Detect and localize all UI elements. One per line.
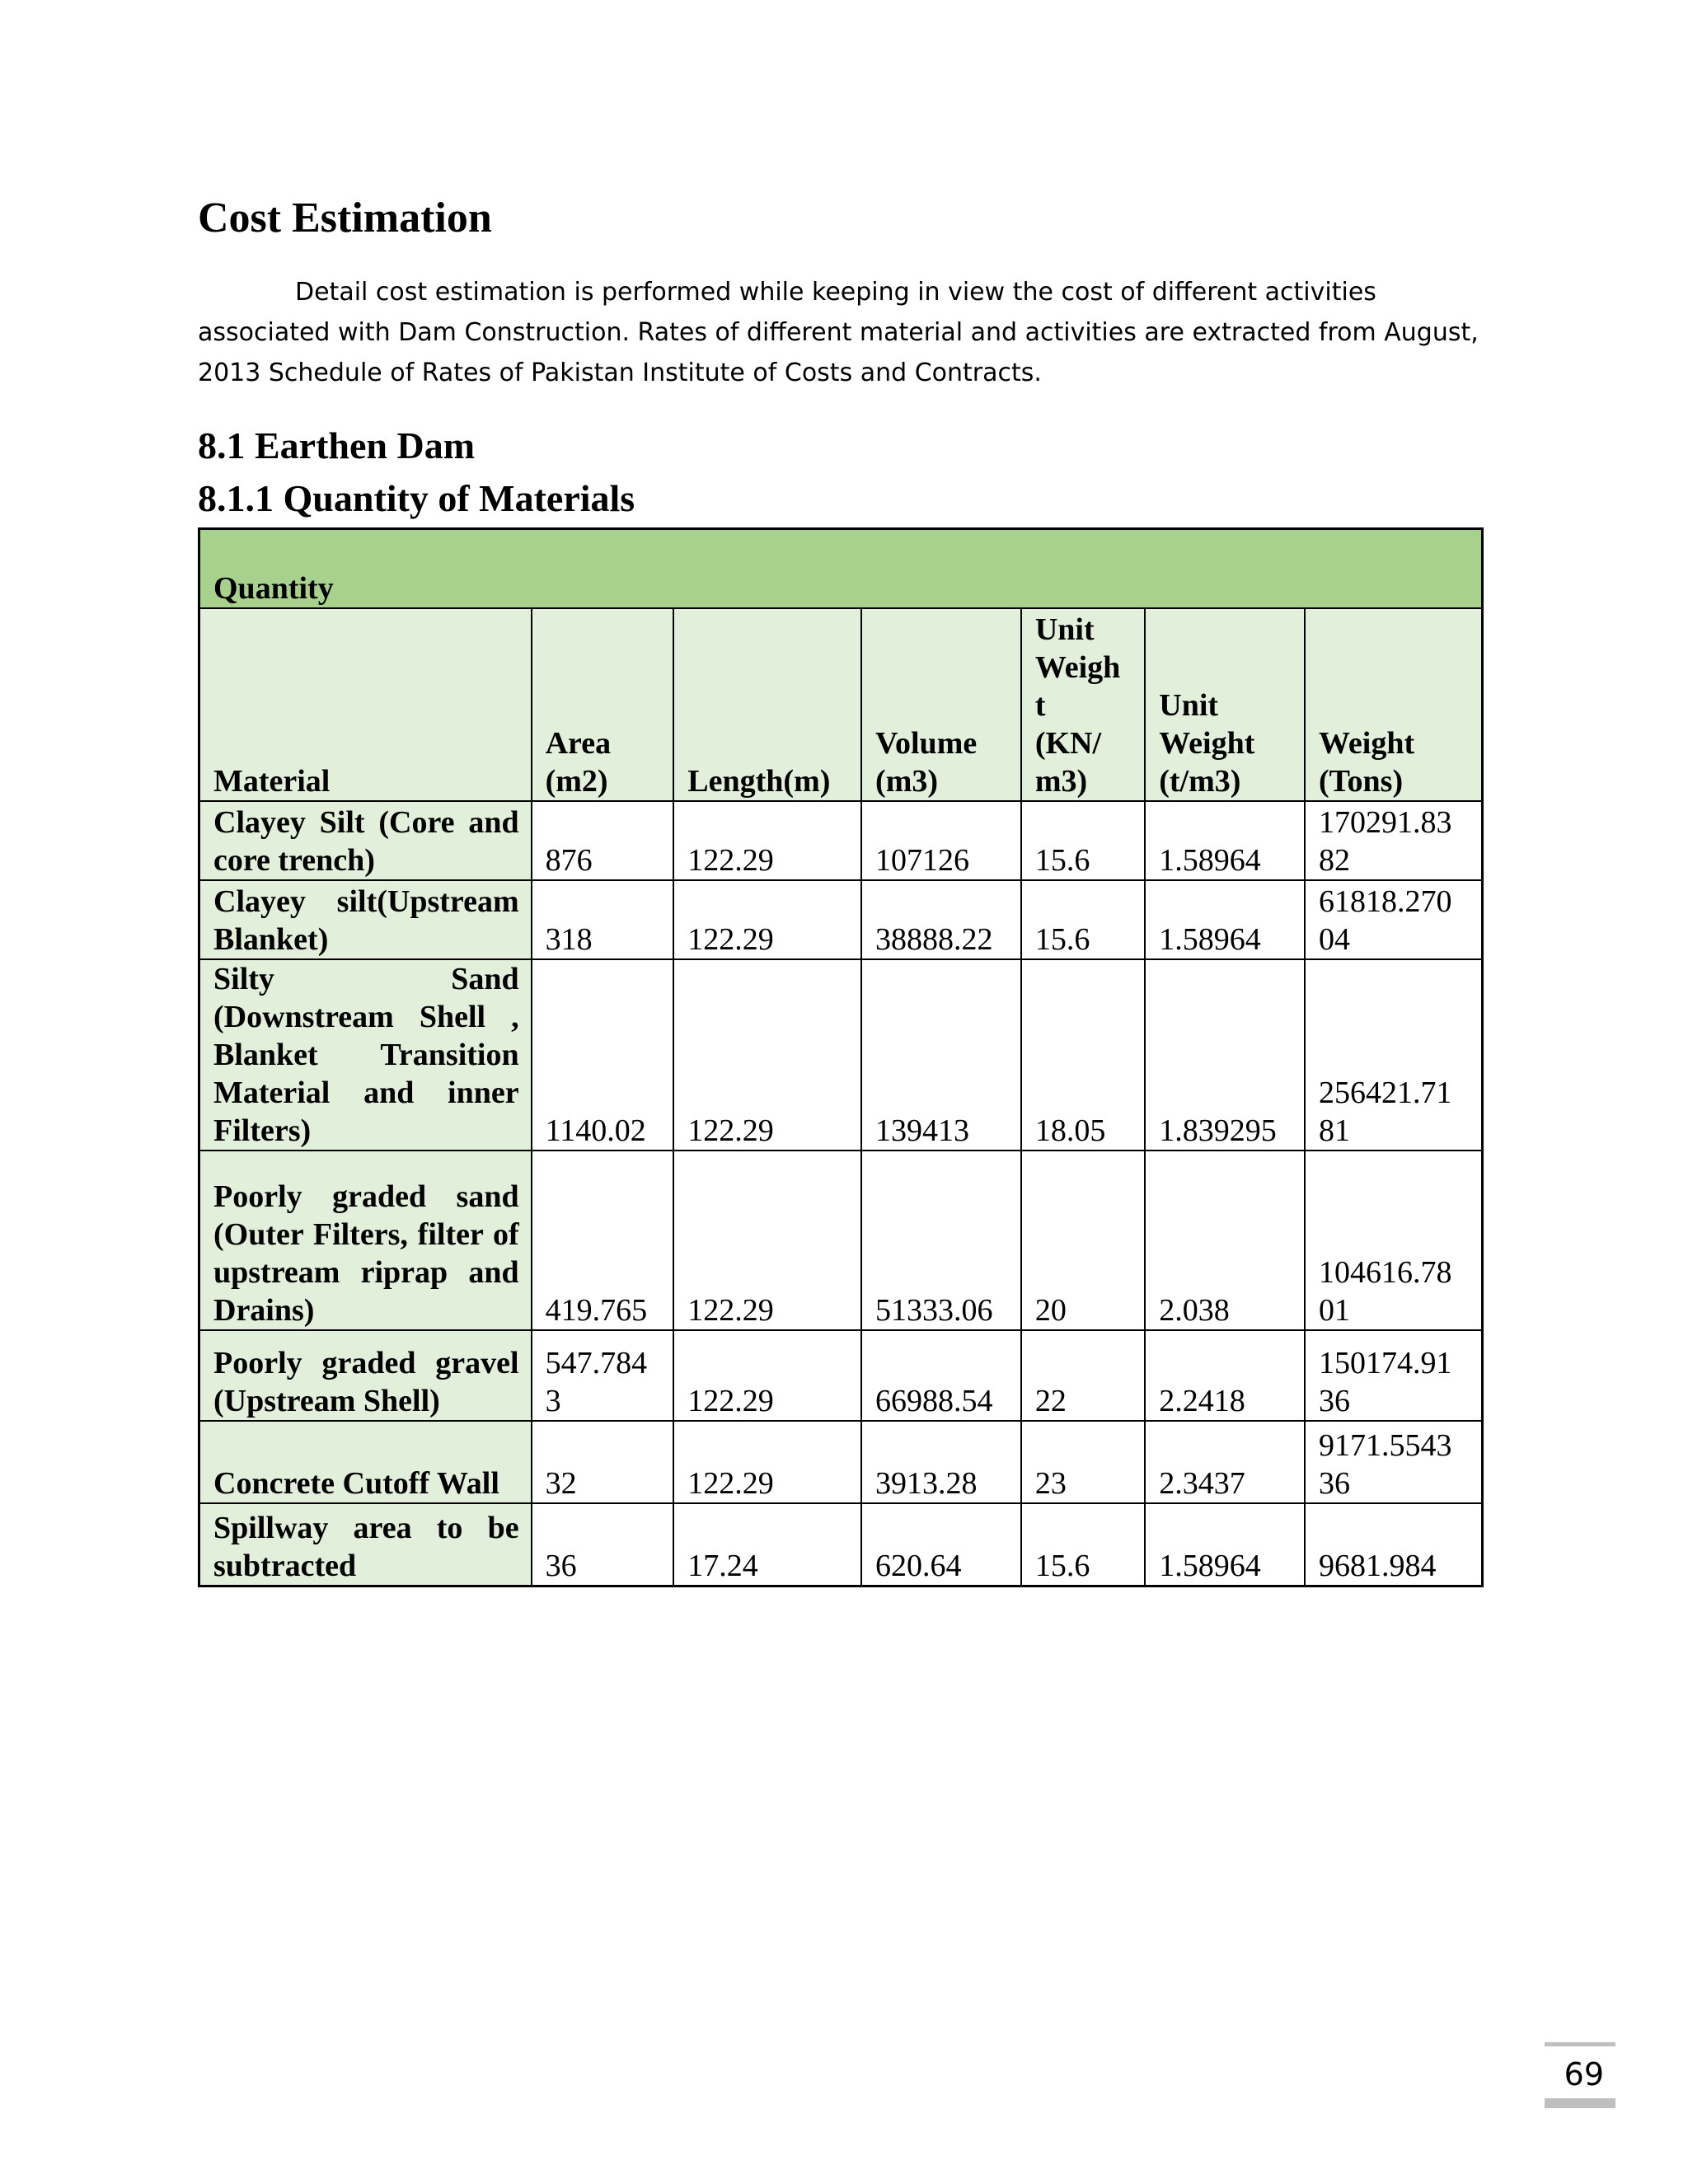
area-cell: 876 bbox=[532, 801, 674, 880]
volume-cell: 3913.28 bbox=[861, 1421, 1021, 1503]
section-heading: 8.1 Earthen Dam bbox=[198, 424, 476, 466]
page-number-box bbox=[1545, 2042, 1615, 2108]
table-row bbox=[199, 801, 1483, 880]
table-row bbox=[199, 1151, 1483, 1330]
weight-cell-line2: 82 bbox=[1319, 843, 1351, 878]
column-header-length bbox=[673, 608, 861, 801]
volume-cell: 38888.22 bbox=[861, 880, 1021, 959]
unit-weight-kn-cell: 15.6 bbox=[1021, 801, 1145, 880]
area-cell: 36 bbox=[532, 1503, 674, 1586]
unit-weight-t-cell: 1.58964 bbox=[1145, 801, 1305, 880]
area-cell-line1: 547.784 bbox=[545, 1346, 648, 1380]
subsection-heading: 8.1.1 Quantity of Materials bbox=[198, 477, 635, 519]
area-cell: 32 bbox=[532, 1421, 674, 1503]
length-cell: 122.29 bbox=[673, 1151, 861, 1330]
column-header-unit-weight-t-line2: Weight bbox=[1159, 726, 1255, 761]
column-header-volume-line1: Volume bbox=[875, 726, 978, 761]
unit-weight-t-cell: 2.038 bbox=[1145, 1151, 1305, 1330]
length-cell: 122.29 bbox=[673, 959, 861, 1151]
column-header-area-line1: Area bbox=[545, 726, 612, 761]
volume-cell: 620.64 bbox=[861, 1503, 1021, 1586]
material-cell: Spillway area to be subtracted bbox=[199, 1503, 532, 1586]
weight-cell-line1: 150174.91 bbox=[1319, 1346, 1452, 1380]
column-header-material bbox=[199, 608, 532, 801]
column-header-unit-weight-kn-line1: Unit bbox=[1034, 612, 1095, 647]
unit-weight-kn-cell: 20 bbox=[1021, 1151, 1145, 1330]
column-header-volume-line2: (m3) bbox=[875, 764, 939, 799]
column-header-weight-line2: (Tons) bbox=[1319, 764, 1404, 799]
material-cell: Poorly graded sand (Outer Filters, filter of upstream riprap and Drains) bbox=[199, 1151, 532, 1330]
area-cell: 419.765 bbox=[532, 1151, 674, 1330]
table-row bbox=[199, 1503, 1483, 1586]
weight-cell-line1: 9171.5543 bbox=[1319, 1428, 1452, 1463]
unit-weight-t-cell: 2.2418 bbox=[1145, 1330, 1305, 1421]
column-header-area-line2: (m2) bbox=[545, 764, 608, 799]
column-header-area bbox=[532, 608, 674, 801]
table-row bbox=[199, 959, 1483, 1151]
column-header-unit-weight-kn-line5: m3) bbox=[1034, 764, 1088, 799]
area-cell-line2: 3 bbox=[545, 1384, 561, 1418]
material-cell: Silty Sand (Downstream Shell , Blanket Transition Material and inner Filters) bbox=[199, 959, 532, 1151]
page-number: 69 bbox=[1564, 2056, 1604, 2093]
length-cell: 122.29 bbox=[673, 801, 861, 880]
column-header-material-text: Material bbox=[213, 764, 331, 799]
volume-cell: 66988.54 bbox=[861, 1330, 1021, 1421]
length-cell: 122.29 bbox=[673, 1330, 861, 1421]
area-cell: 1140.02 bbox=[532, 959, 674, 1151]
column-header-unit-weight-kn bbox=[1021, 608, 1145, 801]
weight-cell-line1: 61818.270 bbox=[1319, 884, 1452, 919]
weight-cell bbox=[1305, 880, 1482, 959]
unit-weight-kn-cell: 18.05 bbox=[1021, 959, 1145, 1151]
material-cell: Clayey silt(Upstream Blanket) bbox=[199, 880, 532, 959]
weight-cell bbox=[1305, 1421, 1482, 1503]
intro-line-3: 2013 Schedule of Rates of Pakistan Institute of Costs and Contracts. bbox=[198, 359, 1042, 387]
table-row bbox=[199, 880, 1483, 959]
weight-cell-line2: 36 bbox=[1319, 1466, 1351, 1501]
weight-cell bbox=[1305, 801, 1482, 880]
unit-weight-t-cell: 1.58964 bbox=[1145, 880, 1305, 959]
table-group-header-row bbox=[199, 529, 1483, 609]
table-row bbox=[199, 1421, 1483, 1503]
table-column-header-row bbox=[199, 608, 1483, 801]
weight-cell bbox=[1305, 1151, 1482, 1330]
group-header: Quantity bbox=[199, 529, 1483, 609]
weight-cell-line2: 81 bbox=[1319, 1113, 1351, 1148]
unit-weight-kn-cell: 23 bbox=[1021, 1421, 1145, 1503]
volume-cell: 107126 bbox=[861, 801, 1021, 880]
unit-weight-t-cell: 2.3437 bbox=[1145, 1421, 1305, 1503]
column-header-volume bbox=[861, 608, 1021, 801]
weight-cell-line2: 04 bbox=[1319, 922, 1351, 957]
column-header-weight-line1: Weight bbox=[1319, 726, 1415, 761]
material-cell: Poorly graded gravel (Upstream Shell) bbox=[199, 1330, 532, 1421]
weight-cell-line2: 36 bbox=[1319, 1384, 1351, 1418]
table-row bbox=[199, 1330, 1483, 1421]
page-title: Cost Estimation bbox=[198, 194, 492, 241]
weight-cell-line1: 170291.83 bbox=[1319, 805, 1452, 840]
intro-line-2: associated with Dam Construction. Rates of different material and activities are extracted from August, bbox=[198, 318, 1479, 347]
area-cell bbox=[532, 1330, 674, 1421]
length-cell: 17.24 bbox=[673, 1503, 861, 1586]
unit-weight-t-cell: 1.58964 bbox=[1145, 1503, 1305, 1586]
material-cell: Concrete Cutoff Wall bbox=[199, 1421, 532, 1503]
volume-cell: 51333.06 bbox=[861, 1151, 1021, 1330]
column-header-unit-weight-kn-line3: t bbox=[1034, 688, 1046, 723]
weight-cell-line1: 256421.71 bbox=[1319, 1076, 1452, 1110]
weight-cell-line1: 104616.78 bbox=[1319, 1255, 1452, 1290]
length-cell: 122.29 bbox=[673, 1421, 861, 1503]
area-cell: 318 bbox=[532, 880, 674, 959]
column-header-length-text: Length(m) bbox=[687, 764, 831, 799]
intro-line-1: Detail cost estimation is performed while keeping in view the cost of different activities bbox=[295, 278, 1376, 307]
material-cell: Clayey Silt (Core and core trench) bbox=[199, 801, 532, 880]
unit-weight-t-cell: 1.839295 bbox=[1145, 959, 1305, 1151]
intro-paragraph bbox=[198, 272, 1484, 393]
column-header-weight bbox=[1305, 608, 1482, 801]
column-header-unit-weight-t-line3: (t/m3) bbox=[1159, 764, 1241, 799]
unit-weight-kn-cell: 15.6 bbox=[1021, 880, 1145, 959]
column-header-unit-weight-kn-line4: (KN/ bbox=[1034, 726, 1102, 761]
weight-cell-line2: 01 bbox=[1319, 1293, 1351, 1328]
weight-cell bbox=[1305, 959, 1482, 1151]
quantity-table bbox=[198, 527, 1484, 1587]
unit-weight-kn-cell: 22 bbox=[1021, 1330, 1145, 1421]
weight-cell: 9681.984 bbox=[1305, 1503, 1482, 1586]
column-header-unit-weight-t bbox=[1145, 608, 1305, 801]
weight-cell bbox=[1305, 1330, 1482, 1421]
volume-cell: 139413 bbox=[861, 959, 1021, 1151]
unit-weight-kn-cell: 15.6 bbox=[1021, 1503, 1145, 1586]
column-header-unit-weight-kn-line2: Weigh bbox=[1034, 650, 1121, 685]
length-cell: 122.29 bbox=[673, 880, 861, 959]
column-header-unit-weight-t-line1: Unit bbox=[1159, 688, 1219, 723]
